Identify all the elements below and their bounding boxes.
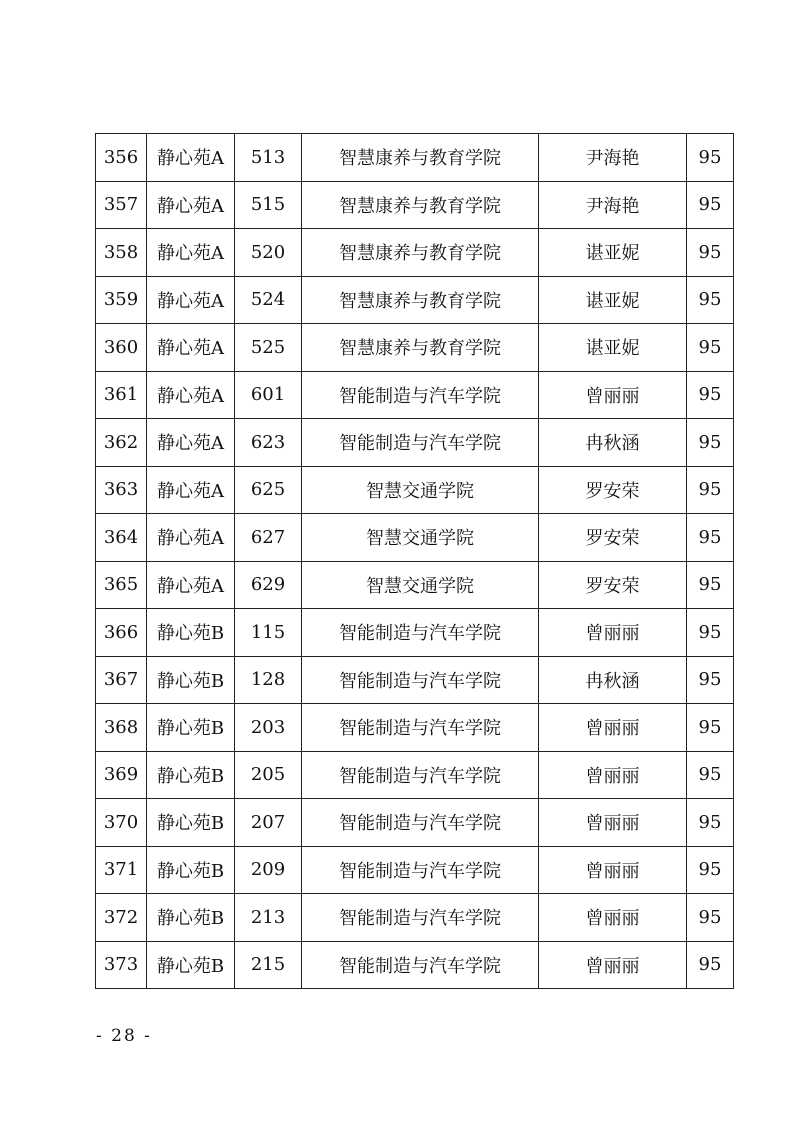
room-cell: 515 [235, 181, 302, 229]
building-cell: 静心苑B [147, 799, 235, 847]
college-cell: 智慧康养与教育学院 [302, 324, 539, 372]
college-cell: 智能制造与汽车学院 [302, 704, 539, 752]
college-cell: 智慧交通学院 [302, 466, 539, 514]
name-cell: 曾丽丽 [539, 704, 687, 752]
row-number-cell: 358 [96, 229, 147, 277]
room-cell: 203 [235, 704, 302, 752]
table-row [96, 894, 734, 942]
page-number: - 28 - [96, 1026, 152, 1046]
row-number-cell: 367 [96, 656, 147, 704]
score-cell: 95 [687, 419, 734, 467]
name-cell: 曾丽丽 [539, 894, 687, 942]
building-cell: 静心苑A [147, 371, 235, 419]
building-cell: 静心苑A [147, 419, 235, 467]
dormitory-inspection-table-container [95, 133, 733, 989]
room-cell: 520 [235, 229, 302, 277]
room-cell: 623 [235, 419, 302, 467]
college-cell: 智能制造与汽车学院 [302, 894, 539, 942]
college-cell: 智能制造与汽车学院 [302, 609, 539, 657]
room-cell: 524 [235, 276, 302, 324]
college-cell: 智慧康养与教育学院 [302, 229, 539, 277]
room-cell: 213 [235, 894, 302, 942]
table-row [96, 276, 734, 324]
room-cell: 215 [235, 941, 302, 989]
table-row [96, 514, 734, 562]
score-cell: 95 [687, 656, 734, 704]
table-body [96, 134, 734, 989]
row-number-cell: 371 [96, 846, 147, 894]
table-row [96, 656, 734, 704]
score-cell: 95 [687, 609, 734, 657]
building-cell: 静心苑B [147, 846, 235, 894]
name-cell: 曾丽丽 [539, 609, 687, 657]
row-number-cell: 373 [96, 941, 147, 989]
name-cell: 罗安荣 [539, 561, 687, 609]
table-row [96, 561, 734, 609]
row-number-cell: 362 [96, 419, 147, 467]
college-cell: 智慧康养与教育学院 [302, 181, 539, 229]
building-cell: 静心苑A [147, 561, 235, 609]
building-cell: 静心苑B [147, 894, 235, 942]
row-number-cell: 365 [96, 561, 147, 609]
table-row [96, 846, 734, 894]
name-cell: 尹海艳 [539, 181, 687, 229]
building-cell: 静心苑B [147, 656, 235, 704]
name-cell: 冉秋涵 [539, 419, 687, 467]
room-cell: 207 [235, 799, 302, 847]
table-row [96, 704, 734, 752]
row-number-cell: 356 [96, 134, 147, 182]
table-row [96, 941, 734, 989]
row-number-cell: 359 [96, 276, 147, 324]
room-cell: 209 [235, 846, 302, 894]
college-cell: 智能制造与汽车学院 [302, 799, 539, 847]
score-cell: 95 [687, 846, 734, 894]
row-number-cell: 366 [96, 609, 147, 657]
name-cell: 曾丽丽 [539, 371, 687, 419]
college-cell: 智能制造与汽车学院 [302, 846, 539, 894]
building-cell: 静心苑A [147, 134, 235, 182]
score-cell: 95 [687, 181, 734, 229]
table-row [96, 466, 734, 514]
name-cell: 罗安荣 [539, 514, 687, 562]
score-cell: 95 [687, 561, 734, 609]
college-cell: 智慧交通学院 [302, 561, 539, 609]
building-cell: 静心苑A [147, 514, 235, 562]
building-cell: 静心苑B [147, 941, 235, 989]
building-cell: 静心苑A [147, 181, 235, 229]
room-cell: 629 [235, 561, 302, 609]
row-number-cell: 360 [96, 324, 147, 372]
score-cell: 95 [687, 514, 734, 562]
row-number-cell: 369 [96, 751, 147, 799]
college-cell: 智慧康养与教育学院 [302, 276, 539, 324]
score-cell: 95 [687, 799, 734, 847]
row-number-cell: 368 [96, 704, 147, 752]
room-cell: 115 [235, 609, 302, 657]
dormitory-inspection-table [95, 133, 734, 989]
row-number-cell: 364 [96, 514, 147, 562]
room-cell: 513 [235, 134, 302, 182]
building-cell: 静心苑A [147, 324, 235, 372]
room-cell: 601 [235, 371, 302, 419]
name-cell: 曾丽丽 [539, 941, 687, 989]
score-cell: 95 [687, 466, 734, 514]
score-cell: 95 [687, 229, 734, 277]
table-row [96, 229, 734, 277]
room-cell: 625 [235, 466, 302, 514]
name-cell: 曾丽丽 [539, 751, 687, 799]
score-cell: 95 [687, 704, 734, 752]
row-number-cell: 370 [96, 799, 147, 847]
row-number-cell: 363 [96, 466, 147, 514]
college-cell: 智能制造与汽车学院 [302, 419, 539, 467]
college-cell: 智慧交通学院 [302, 514, 539, 562]
building-cell: 静心苑B [147, 704, 235, 752]
table-row [96, 181, 734, 229]
score-cell: 95 [687, 324, 734, 372]
score-cell: 95 [687, 751, 734, 799]
table-row [96, 609, 734, 657]
name-cell: 曾丽丽 [539, 846, 687, 894]
row-number-cell: 372 [96, 894, 147, 942]
room-cell: 205 [235, 751, 302, 799]
building-cell: 静心苑A [147, 229, 235, 277]
college-cell: 智能制造与汽车学院 [302, 941, 539, 989]
name-cell: 谌亚妮 [539, 229, 687, 277]
table-row [96, 134, 734, 182]
row-number-cell: 361 [96, 371, 147, 419]
building-cell: 静心苑B [147, 609, 235, 657]
college-cell: 智能制造与汽车学院 [302, 751, 539, 799]
name-cell: 谌亚妮 [539, 324, 687, 372]
table-row [96, 371, 734, 419]
college-cell: 智能制造与汽车学院 [302, 371, 539, 419]
score-cell: 95 [687, 276, 734, 324]
table-row [96, 751, 734, 799]
room-cell: 525 [235, 324, 302, 372]
table-row [96, 419, 734, 467]
table-row [96, 799, 734, 847]
building-cell: 静心苑B [147, 751, 235, 799]
college-cell: 智慧康养与教育学院 [302, 134, 539, 182]
score-cell: 95 [687, 941, 734, 989]
name-cell: 曾丽丽 [539, 799, 687, 847]
college-cell: 智能制造与汽车学院 [302, 656, 539, 704]
name-cell: 谌亚妮 [539, 276, 687, 324]
room-cell: 627 [235, 514, 302, 562]
name-cell: 尹海艳 [539, 134, 687, 182]
score-cell: 95 [687, 371, 734, 419]
building-cell: 静心苑A [147, 276, 235, 324]
name-cell: 冉秋涵 [539, 656, 687, 704]
score-cell: 95 [687, 894, 734, 942]
table-row [96, 324, 734, 372]
building-cell: 静心苑A [147, 466, 235, 514]
room-cell: 128 [235, 656, 302, 704]
row-number-cell: 357 [96, 181, 147, 229]
score-cell: 95 [687, 134, 734, 182]
name-cell: 罗安荣 [539, 466, 687, 514]
